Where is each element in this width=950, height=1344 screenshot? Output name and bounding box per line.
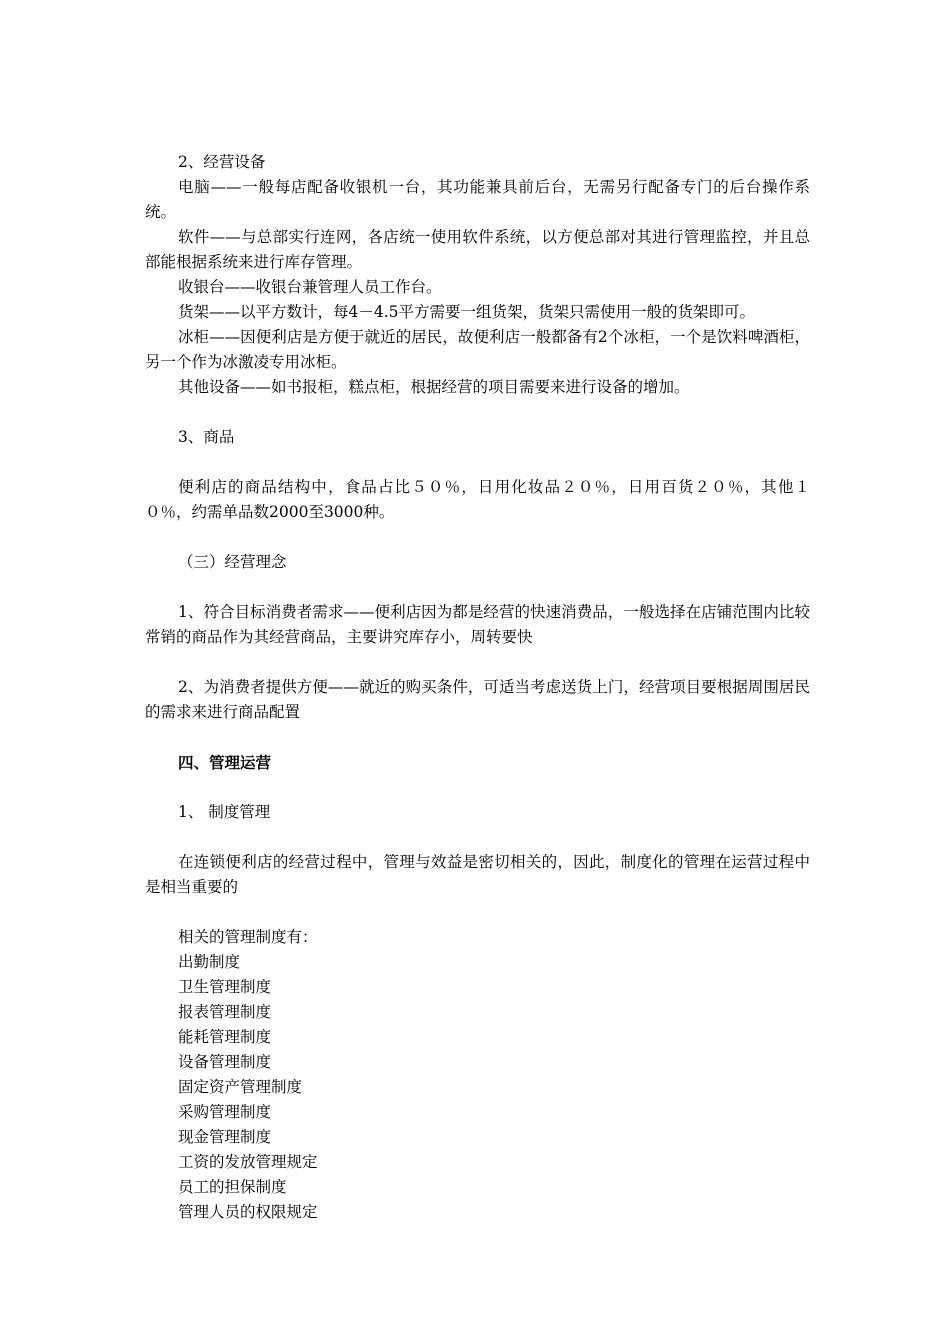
equipment-heading: 2、经营设备 bbox=[178, 153, 266, 171]
list-item: 采购管理制度 bbox=[178, 1103, 272, 1121]
spacer bbox=[145, 450, 810, 475]
equipment-item-freezer: 冰柜——因便利店是方便于就近的居民，故便利店一般都备有2个冰柜，一个是饮料啤酒柜，另一个作为冰激凌专用冰柜。 bbox=[145, 328, 810, 371]
spacer bbox=[145, 525, 810, 550]
list-item: 工资的发放管理规定 bbox=[178, 1153, 318, 1171]
spacer bbox=[145, 400, 810, 425]
document-page bbox=[145, 150, 810, 1225]
spacer bbox=[145, 575, 810, 600]
spacer bbox=[145, 650, 810, 675]
spacer bbox=[145, 825, 810, 850]
equipment-item-cashier: 收银台——收银台兼管理人员工作台。 bbox=[178, 278, 442, 296]
list-item: 现金管理制度 bbox=[178, 1128, 272, 1146]
equipment-item-computer: 电脑——一般每店配备收银机一台，其功能兼具前后台，无需另行配备专门的后台操作系统。 bbox=[145, 178, 810, 221]
goods-structure-paragraph: 便利店的商品结构中，食品占比５０％，日用化妆品２０％，日用百货２０％，其他１０％，约需单品数2000至3000种。 bbox=[145, 478, 810, 521]
equipment-item-software: 软件——与总部实行连网，各店统一使用软件系统，以方便总部对其进行管理监控，并且总部能根据系统来进行库存管理。 bbox=[145, 228, 810, 271]
philosophy-point-2: 2、为消费者提供方便——就近的购买条件，可适当考虑送货上门，经营项目要根据周围居民的需求来进行商品配置 bbox=[145, 678, 810, 721]
management-heading: 四、管理运营 bbox=[178, 753, 272, 772]
list-item: 报表管理制度 bbox=[178, 1003, 272, 1021]
list-item: 出勤制度 bbox=[178, 953, 241, 971]
goods-heading: 3、商品 bbox=[178, 428, 235, 446]
spacer bbox=[145, 725, 810, 750]
list-item: 卫生管理制度 bbox=[178, 978, 272, 996]
list-item: 能耗管理制度 bbox=[178, 1028, 272, 1046]
equipment-item-shelves: 货架——以平方数计，每4－4.5平方需要一组货架，货架只需使用一般的货架即可。 bbox=[178, 303, 756, 321]
rules-list bbox=[145, 950, 810, 1225]
philosophy-point-1: 1、符合目标消费者需求——便利店因为都是经营的快速消费品，一般选择在店铺范围内比较常销的商品作为其经营商品，主要讲究库存小，周转要快 bbox=[145, 603, 810, 646]
list-item: 管理人员的权限规定 bbox=[178, 1203, 318, 1221]
spacer bbox=[145, 900, 810, 925]
list-item: 固定资产管理制度 bbox=[178, 1078, 303, 1096]
rules-list-title: 相关的管理制度有： bbox=[178, 928, 318, 946]
equipment-item-other: 其他设备——如书报柜，糕点柜，根据经营的项目需要来进行设备的增加。 bbox=[178, 378, 690, 396]
philosophy-heading: （三）经营理念 bbox=[178, 553, 287, 571]
spacer bbox=[145, 775, 810, 800]
management-intro-paragraph: 在连锁便利店的经营过程中，管理与效益是密切相关的，因此，制度化的管理在运营过程中是相当重要的 bbox=[145, 853, 810, 896]
list-item: 员工的担保制度 bbox=[178, 1178, 287, 1196]
system-management-subheading: 1、 制度管理 bbox=[178, 803, 271, 821]
list-item: 设备管理制度 bbox=[178, 1053, 272, 1071]
